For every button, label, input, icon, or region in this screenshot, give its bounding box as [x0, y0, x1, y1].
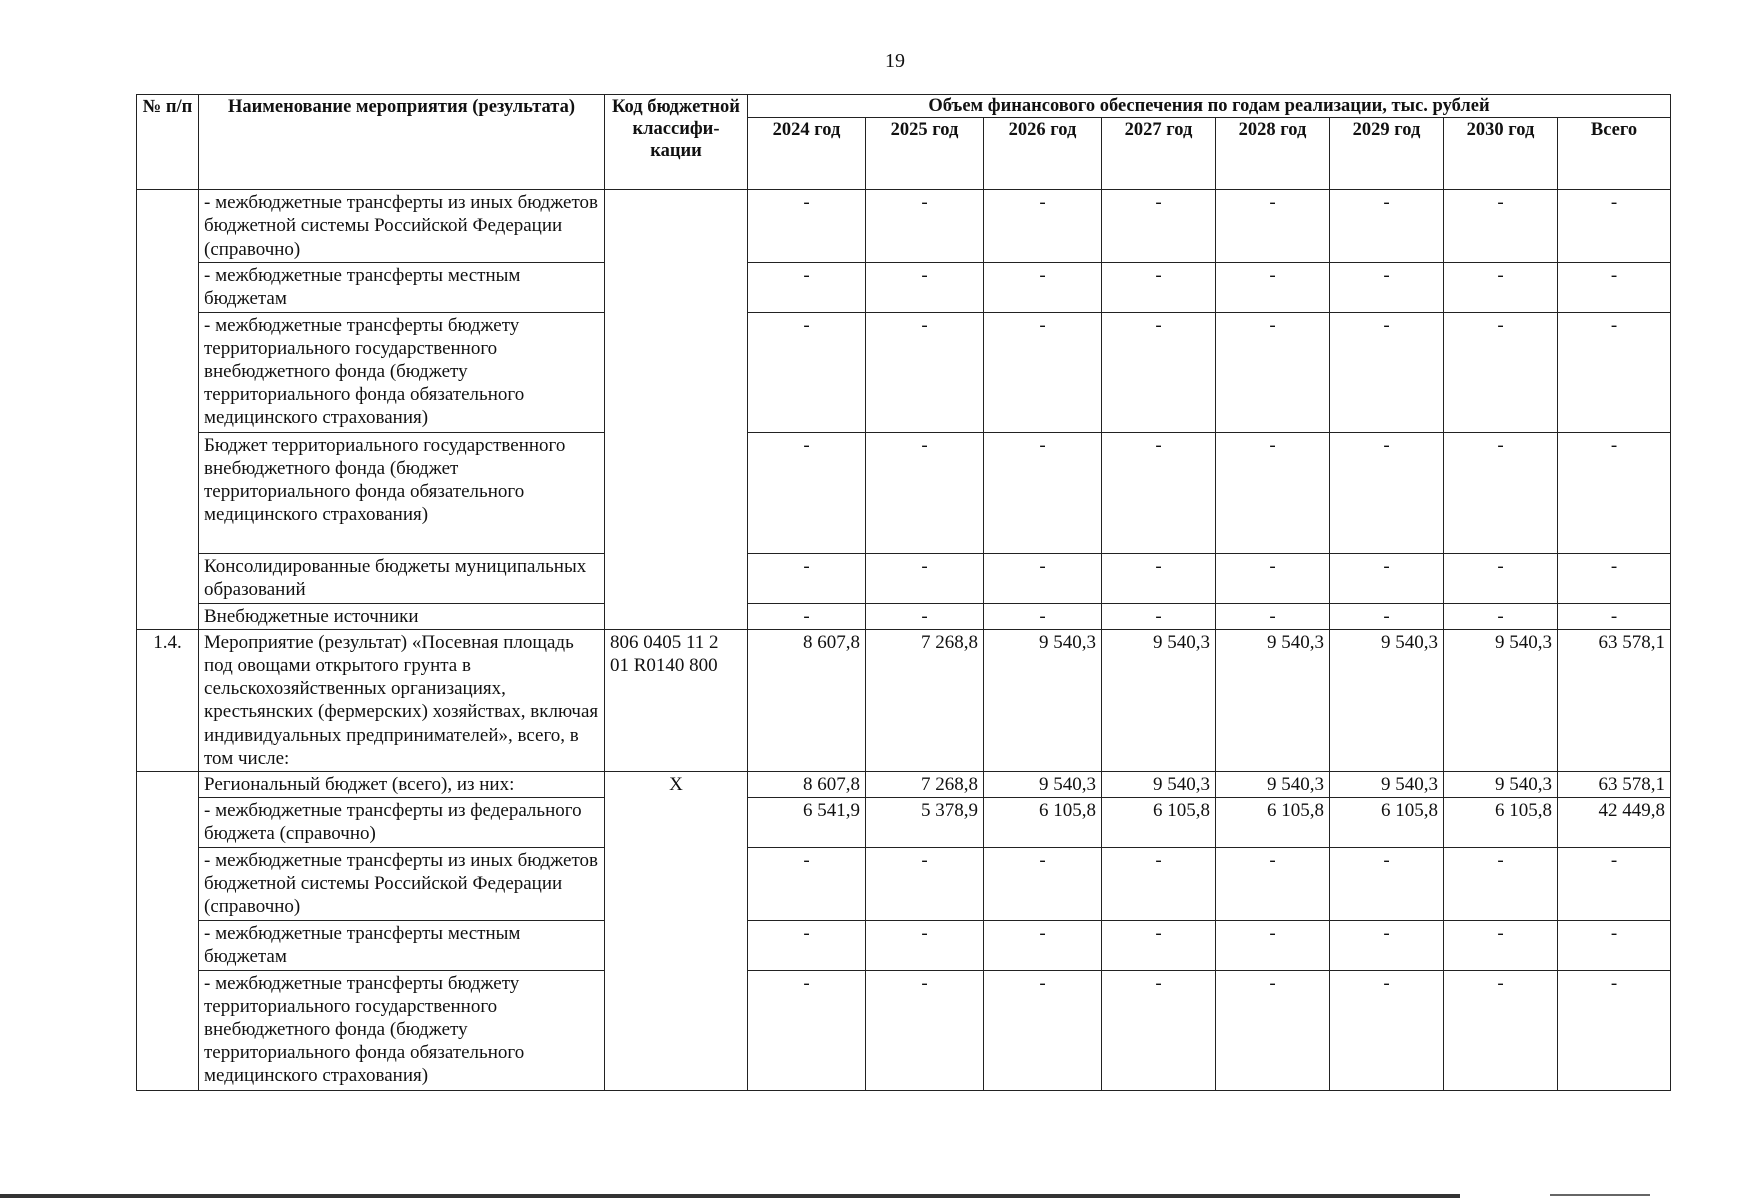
value-cell: 9 540,3: [1330, 629, 1444, 771]
value-cell: -: [1102, 603, 1216, 629]
value-cell: -: [984, 262, 1102, 312]
value-cell: -: [1558, 920, 1671, 970]
value-cell: 63 578,1: [1558, 629, 1671, 771]
value-cell: -: [1558, 970, 1671, 1090]
table-row: [137, 848, 1671, 921]
table-row: [137, 629, 1671, 771]
header-year: 2024 год: [748, 118, 866, 190]
row-name: Мероприятие (результат) «Посевная площадь под овощами открытого грунта в сельскохозяйственных организациях, крестьянских (фермерских) хозяйствах, включая индивидуальных предпринимателей», всего, в том числе:: [199, 629, 605, 771]
value-cell: -: [1330, 553, 1444, 603]
row-code: X: [605, 771, 748, 1090]
table-row: [137, 262, 1671, 312]
table-row: [137, 920, 1671, 970]
table-row: [137, 432, 1671, 553]
row-code-cell: [605, 190, 748, 630]
header-year: 2029 год: [1330, 118, 1444, 190]
value-cell: -: [1216, 553, 1330, 603]
value-cell: -: [984, 553, 1102, 603]
row-name: - межбюджетные трансферты местным бюджетам: [199, 262, 605, 312]
value-cell: -: [984, 312, 1102, 432]
value-cell: -: [866, 603, 984, 629]
value-cell: -: [1444, 970, 1558, 1090]
header-financing-group: Объем финансового обеспечения по годам реализации, тыс. рублей: [748, 95, 1671, 118]
value-cell: 8 607,8: [748, 629, 866, 771]
value-cell: 9 540,3: [1216, 629, 1330, 771]
header-total: Всего: [1558, 118, 1671, 190]
value-cell: -: [1558, 848, 1671, 921]
value-cell: -: [1444, 190, 1558, 263]
value-cell: 8 607,8: [748, 771, 866, 797]
row-name: - межбюджетные трансферты местным бюджетам: [199, 920, 605, 970]
row-number-cell: [137, 771, 199, 1090]
value-cell: 9 540,3: [1444, 629, 1558, 771]
value-cell: -: [1216, 848, 1330, 921]
value-cell: -: [866, 553, 984, 603]
value-cell: -: [1216, 312, 1330, 432]
value-cell: -: [1330, 432, 1444, 553]
value-cell: -: [1216, 262, 1330, 312]
row-number: 1.4.: [137, 629, 199, 771]
value-cell: -: [866, 970, 984, 1090]
table-row: [137, 190, 1671, 263]
value-cell: -: [1558, 262, 1671, 312]
row-name: - межбюджетные трансферты из иных бюджетов бюджетной системы Российской Федерации (справочно): [199, 848, 605, 921]
value-cell: -: [984, 190, 1102, 263]
row-name: Внебюджетные источники: [199, 603, 605, 629]
value-cell: -: [866, 920, 984, 970]
value-cell: 5 378,9: [866, 798, 984, 848]
value-cell: 7 268,8: [866, 629, 984, 771]
value-cell: -: [748, 553, 866, 603]
header-year: 2030 год: [1444, 118, 1558, 190]
value-cell: 63 578,1: [1558, 771, 1671, 797]
value-cell: 9 540,3: [1102, 771, 1216, 797]
value-cell: -: [1102, 920, 1216, 970]
value-cell: -: [1102, 312, 1216, 432]
value-cell: 6 105,8: [1444, 798, 1558, 848]
table-row: [137, 603, 1671, 629]
page-number: 19: [885, 50, 905, 72]
value-cell: -: [1330, 312, 1444, 432]
value-cell: -: [866, 432, 984, 553]
row-name: - межбюджетные трансферты из федерального бюджета (справочно): [199, 798, 605, 848]
value-cell: -: [748, 312, 866, 432]
value-cell: -: [1558, 432, 1671, 553]
header-code: Код бюджетной классифи-кации: [605, 95, 748, 190]
value-cell: -: [748, 848, 866, 921]
table-header: [137, 95, 1671, 190]
header-year: 2025 год: [866, 118, 984, 190]
row-name: Бюджет территориального государственного внебюджетного фонда (бюджет территориального фонда обязательного медицинского страхования): [199, 432, 605, 553]
value-cell: -: [1330, 603, 1444, 629]
value-cell: -: [984, 432, 1102, 553]
row-code: 806 0405 11 2 01 R0140 800: [605, 629, 748, 771]
financing-table: [136, 94, 1671, 1091]
value-cell: -: [748, 262, 866, 312]
header-year: 2028 год: [1216, 118, 1330, 190]
value-cell: -: [1444, 553, 1558, 603]
table-row: [137, 553, 1671, 603]
value-cell: -: [984, 848, 1102, 921]
table-row: [137, 312, 1671, 432]
scan-bottom-edge-fragment: [1550, 1194, 1650, 1196]
value-cell: -: [866, 312, 984, 432]
value-cell: -: [1444, 312, 1558, 432]
row-number-cell: [137, 190, 199, 630]
value-cell: -: [1558, 190, 1671, 263]
value-cell: 6 105,8: [1102, 798, 1216, 848]
scan-bottom-edge: [0, 1194, 1460, 1198]
value-cell: -: [866, 190, 984, 263]
value-cell: 9 540,3: [1444, 771, 1558, 797]
value-cell: -: [1216, 970, 1330, 1090]
table-row: [137, 771, 1671, 797]
value-cell: -: [1330, 970, 1444, 1090]
value-cell: -: [1216, 920, 1330, 970]
value-cell: -: [1330, 262, 1444, 312]
value-cell: -: [1444, 848, 1558, 921]
value-cell: -: [1558, 553, 1671, 603]
header-name: Наименование мероприятия (результата): [199, 95, 605, 190]
value-cell: 9 540,3: [1102, 629, 1216, 771]
value-cell: -: [1102, 553, 1216, 603]
value-cell: -: [748, 603, 866, 629]
value-cell: 9 540,3: [1216, 771, 1330, 797]
header-number: № п/п: [137, 95, 199, 190]
value-cell: -: [1444, 920, 1558, 970]
value-cell: -: [1558, 312, 1671, 432]
value-cell: -: [748, 432, 866, 553]
value-cell: -: [1444, 262, 1558, 312]
value-cell: -: [1102, 848, 1216, 921]
value-cell: -: [866, 262, 984, 312]
table-row: [137, 970, 1671, 1090]
row-name: - межбюджетные трансферты из иных бюджетов бюджетной системы Российской Федерации (справочно): [199, 190, 605, 263]
value-cell: 6 105,8: [1330, 798, 1444, 848]
value-cell: 42 449,8: [1558, 798, 1671, 848]
value-cell: 6 541,9: [748, 798, 866, 848]
value-cell: -: [1444, 603, 1558, 629]
value-cell: -: [1558, 603, 1671, 629]
value-cell: -: [1330, 190, 1444, 263]
value-cell: -: [984, 970, 1102, 1090]
table-row: [137, 798, 1671, 848]
row-name: - межбюджетные трансферты бюджету территориального государственного внебюджетного фонда (бюджету территориального фонда обязательного медицинского страхования): [199, 970, 605, 1090]
value-cell: -: [748, 190, 866, 263]
value-cell: -: [1216, 190, 1330, 263]
value-cell: 6 105,8: [1216, 798, 1330, 848]
header-year: 2027 год: [1102, 118, 1216, 190]
value-cell: 9 540,3: [1330, 771, 1444, 797]
value-cell: 9 540,3: [984, 771, 1102, 797]
row-name: Консолидированные бюджеты муниципальных образований: [199, 553, 605, 603]
value-cell: -: [866, 848, 984, 921]
value-cell: 7 268,8: [866, 771, 984, 797]
value-cell: 6 105,8: [984, 798, 1102, 848]
value-cell: -: [1102, 262, 1216, 312]
row-name: Региональный бюджет (всего), из них:: [199, 771, 605, 797]
value-cell: 9 540,3: [984, 629, 1102, 771]
value-cell: -: [1102, 190, 1216, 263]
value-cell: -: [1216, 432, 1330, 553]
value-cell: -: [984, 920, 1102, 970]
value-cell: -: [748, 920, 866, 970]
value-cell: -: [1216, 603, 1330, 629]
value-cell: -: [1102, 432, 1216, 553]
value-cell: -: [1444, 432, 1558, 553]
value-cell: -: [984, 603, 1102, 629]
value-cell: -: [1330, 848, 1444, 921]
value-cell: -: [748, 970, 866, 1090]
value-cell: -: [1102, 970, 1216, 1090]
row-name: - межбюджетные трансферты бюджету территориального государственного внебюджетного фонда (бюджету территориального фонда обязательного медицинского страхования): [199, 312, 605, 432]
header-year: 2026 год: [984, 118, 1102, 190]
value-cell: -: [1330, 920, 1444, 970]
